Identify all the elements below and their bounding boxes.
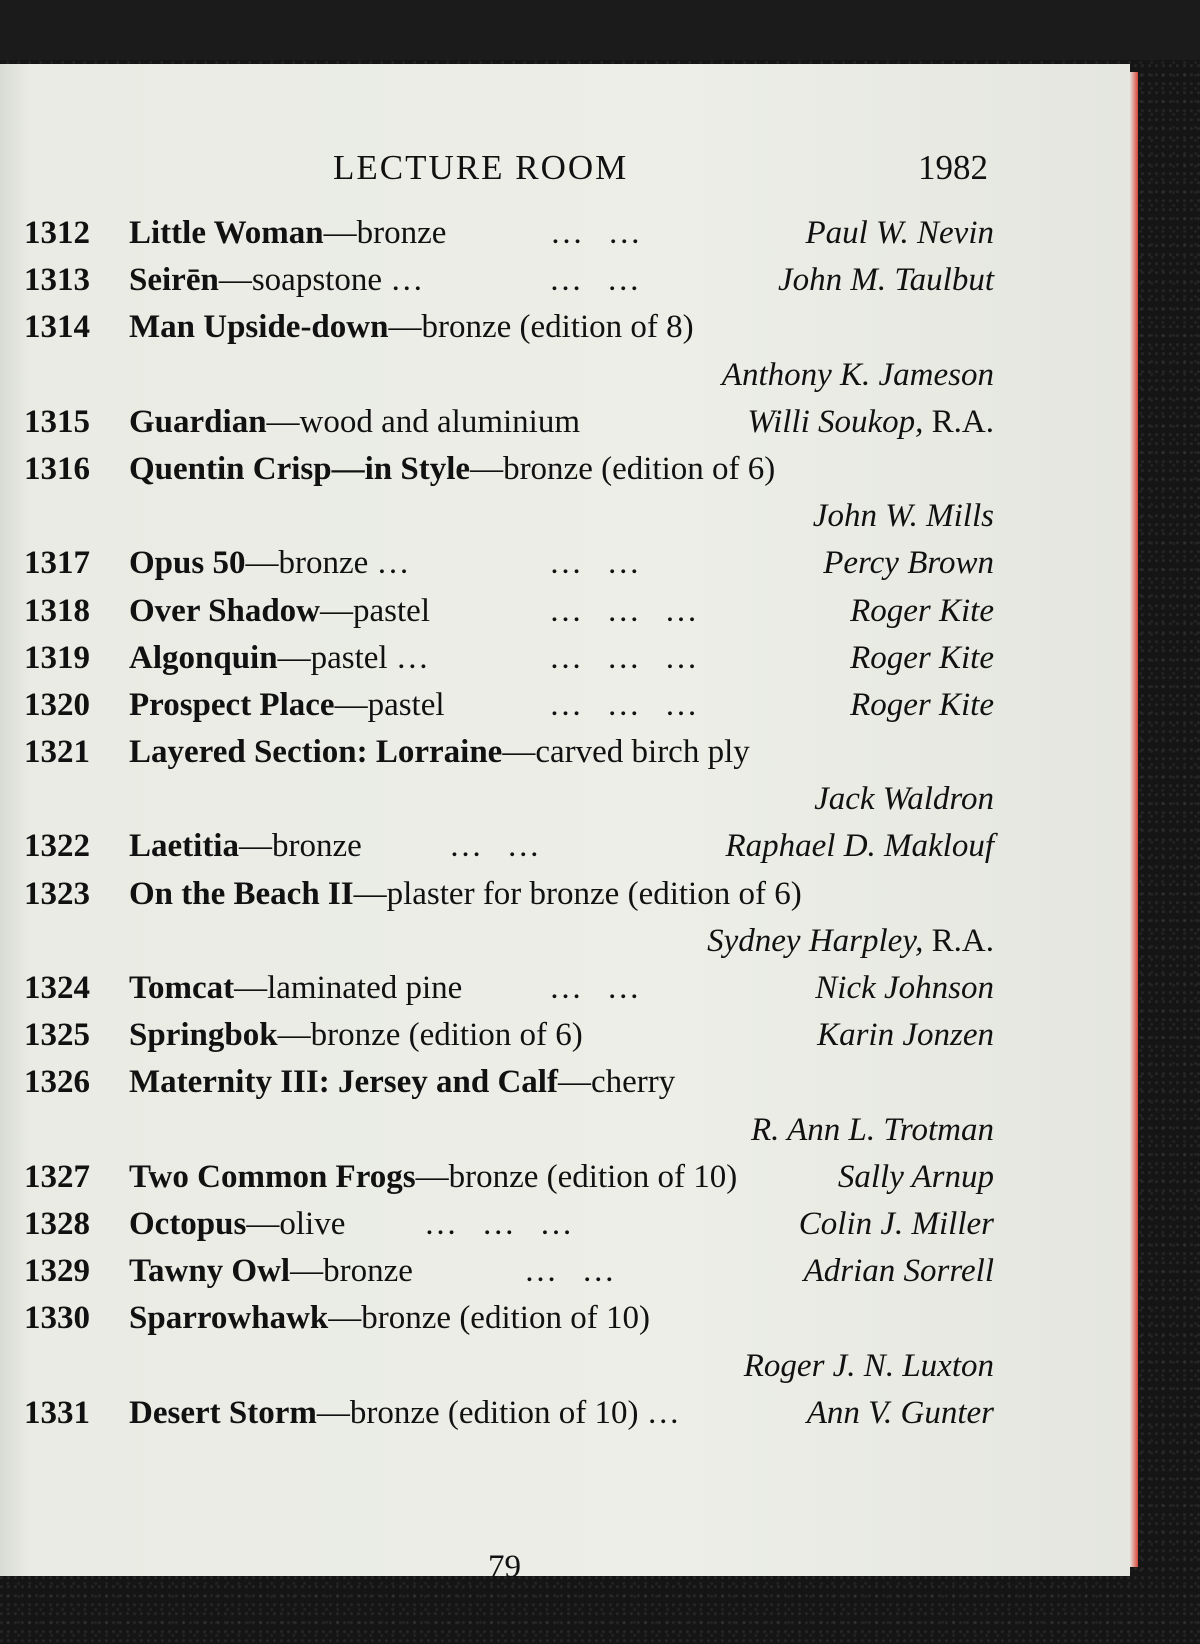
entry-description xyxy=(129,304,694,351)
work-title: Seirēn xyxy=(129,262,219,299)
entry-number: 1316 xyxy=(24,450,90,487)
work-title: Quentin Crisp—in Style xyxy=(129,450,471,487)
work-medium: —carved birch ply xyxy=(502,734,750,771)
work-title: Sparrowhawk xyxy=(129,1300,329,1337)
artist-name xyxy=(813,493,994,540)
entry-description xyxy=(129,1059,675,1106)
work-medium: —pastel xyxy=(334,686,445,723)
entry-row xyxy=(24,210,994,257)
leader-dots: … … xyxy=(549,970,640,1006)
artist-name-text: Willi Soukop, xyxy=(747,403,924,440)
artist-name-text: Adrian Sorrell xyxy=(803,1253,994,1290)
entry-number: 1325 xyxy=(24,1017,90,1054)
entry-description xyxy=(129,257,423,304)
work-medium: —pastel … xyxy=(277,639,429,676)
work-medium: —bronze xyxy=(238,828,362,865)
entry-description xyxy=(129,1154,737,1201)
leader-dots: … … xyxy=(550,215,641,251)
entry-row-continuation xyxy=(24,776,994,823)
work-medium: —bronze xyxy=(323,215,447,251)
leader-dots: … … xyxy=(524,1253,615,1290)
work-medium: —pastel xyxy=(320,592,430,629)
entry-number: 1320 xyxy=(24,686,90,723)
work-title: Springbok xyxy=(129,1017,278,1054)
entry-number: 1327 xyxy=(24,1158,90,1195)
entry-row xyxy=(24,871,994,918)
artist-honour: R.A. xyxy=(923,922,994,959)
work-title: Two Common Frogs xyxy=(129,1158,416,1195)
work-title: Tomcat xyxy=(129,970,235,1006)
artist-name-text: Percy Brown xyxy=(823,545,994,582)
entry-description xyxy=(129,399,580,446)
entry-row-continuation xyxy=(24,1107,994,1154)
entry-row xyxy=(24,1248,994,1295)
artist-name-text: Paul W. Nevin xyxy=(805,215,994,251)
catalogue-page xyxy=(0,64,1130,1585)
entry-list xyxy=(24,210,994,1437)
entry-description xyxy=(129,1295,650,1342)
entry-description xyxy=(129,210,446,257)
entry-number: 1322 xyxy=(24,828,90,865)
artist-name xyxy=(850,588,994,635)
year-label: 1982 xyxy=(918,148,988,187)
entry-description xyxy=(129,540,410,587)
entry-row-continuation xyxy=(24,1343,994,1390)
artist-name xyxy=(751,1107,994,1154)
artist-name xyxy=(804,1248,994,1295)
leader-dots: … … xyxy=(549,545,640,582)
entry-number: 1321 xyxy=(24,734,90,771)
work-medium: —bronze xyxy=(290,1253,413,1290)
leader-dots: … … … xyxy=(424,1205,573,1242)
entry-number: 1314 xyxy=(24,309,90,346)
work-title: Layered Section: Lorraine xyxy=(129,734,503,771)
entry-number: 1329 xyxy=(24,1253,90,1290)
entry-number: 1317 xyxy=(24,545,90,582)
artist-name-text: Anthony K. Jameson xyxy=(721,356,994,393)
work-title: Prospect Place xyxy=(129,686,335,723)
work-medium: —bronze (edition of 10) xyxy=(415,1158,738,1195)
artist-name-text: Roger Kite xyxy=(850,592,994,629)
artist-name xyxy=(815,965,994,1012)
work-title: On the Beach II xyxy=(129,875,354,912)
work-medium: —bronze … xyxy=(245,545,410,582)
entry-number: 1330 xyxy=(24,1300,90,1337)
artist-name xyxy=(747,399,994,446)
entry-row xyxy=(24,540,994,587)
entry-description xyxy=(129,635,429,682)
entry-row xyxy=(24,1295,994,1342)
entry-row-continuation xyxy=(24,493,994,540)
page-edge xyxy=(1130,72,1138,1567)
artist-name xyxy=(725,823,994,870)
entry-description xyxy=(129,682,445,729)
entry-number: 1326 xyxy=(24,1064,90,1101)
artist-name-text: Roger Kite xyxy=(850,686,994,723)
entry-row xyxy=(24,399,994,446)
entry-description xyxy=(129,1390,680,1437)
artist-name-text: Sally Arnup xyxy=(837,1158,994,1195)
leader-dots: … … … xyxy=(549,639,698,676)
work-medium: —soapstone … xyxy=(218,262,424,299)
work-medium: —laminated pine xyxy=(234,970,463,1006)
entry-number: 1331 xyxy=(24,1394,90,1431)
artist-name xyxy=(850,682,994,729)
artist-honour: R.A. xyxy=(923,403,994,440)
artist-name-text: Jack Waldron xyxy=(814,781,994,818)
entry-description xyxy=(129,1012,583,1059)
entry-row xyxy=(24,1059,994,1106)
artist-name-text: John M. Taulbut xyxy=(777,262,994,299)
work-title: Algonquin xyxy=(129,639,278,676)
entry-number: 1315 xyxy=(24,403,90,440)
work-title: Desert Storm xyxy=(129,1394,317,1431)
entry-row xyxy=(24,1390,994,1437)
artist-name-text: Ann V. Gunter xyxy=(806,1394,994,1431)
artist-name-text: Sydney Harpley, xyxy=(707,922,924,959)
work-medium: —bronze (edition of 8) xyxy=(388,309,694,346)
background-strip xyxy=(0,0,1200,60)
entry-description xyxy=(129,965,462,1012)
artist-name xyxy=(823,540,994,587)
entry-description xyxy=(129,588,430,635)
entry-row xyxy=(24,446,994,493)
artist-name xyxy=(707,918,994,965)
artist-name-text: Raphael D. Maklouf xyxy=(725,828,994,865)
artist-name-text: Karin Jonzen xyxy=(817,1017,994,1054)
artist-name xyxy=(817,1012,994,1059)
work-medium: —cherry xyxy=(557,1064,676,1101)
entry-number: 1312 xyxy=(24,215,90,251)
work-title: Little Woman xyxy=(129,215,324,251)
artist-name-text: John W. Mills xyxy=(812,498,994,535)
entry-row xyxy=(24,304,994,351)
entry-number: 1319 xyxy=(24,639,90,676)
leader-dots: … … xyxy=(549,262,640,299)
artist-name xyxy=(814,776,994,823)
entry-row xyxy=(24,588,994,635)
leader-dots: … … xyxy=(449,828,540,865)
entry-row xyxy=(24,257,994,304)
work-title: Over Shadow xyxy=(129,592,321,629)
entry-description xyxy=(129,823,362,870)
entry-description xyxy=(129,1248,413,1295)
entry-number: 1313 xyxy=(24,262,90,299)
entry-row xyxy=(24,823,994,870)
entry-row xyxy=(24,682,994,729)
work-medium: —wood and aluminium xyxy=(266,403,581,440)
entry-row-continuation xyxy=(24,918,994,965)
work-medium: —olive xyxy=(246,1205,346,1242)
work-medium: —bronze (edition of 10) … xyxy=(316,1394,680,1431)
entry-row xyxy=(24,965,994,1012)
artist-name-text: Colin J. Miller xyxy=(798,1205,994,1242)
work-medium: —bronze (edition of 6) xyxy=(470,450,776,487)
leader-dots: … … … xyxy=(549,592,698,629)
entry-number: 1318 xyxy=(24,592,90,629)
leader-dots: … … … xyxy=(549,686,698,723)
entry-description xyxy=(129,446,775,493)
work-title: Octopus xyxy=(129,1205,247,1242)
artist-name-text: Nick Johnson xyxy=(815,970,994,1006)
work-medium: —bronze (edition of 10) xyxy=(328,1300,650,1337)
page-number: 79 xyxy=(488,1549,521,1585)
entry-number: 1323 xyxy=(24,875,90,912)
entry-description xyxy=(129,1201,345,1248)
artist-name-text: Roger J. N. Luxton xyxy=(743,1347,994,1384)
entry-number: 1328 xyxy=(24,1205,90,1242)
work-title: Guardian xyxy=(129,403,267,440)
work-medium: —plaster for bronze (edition of 6) xyxy=(353,875,802,912)
entry-row xyxy=(24,729,994,776)
entry-row xyxy=(24,1012,994,1059)
artist-name xyxy=(805,210,994,257)
artist-name xyxy=(778,257,994,304)
work-title: Man Upside-down xyxy=(129,309,389,346)
work-title: Tawny Owl xyxy=(129,1253,291,1290)
section-title: LECTURE ROOM xyxy=(333,148,629,187)
entry-row xyxy=(24,1154,994,1201)
entry-row-continuation xyxy=(24,352,994,399)
artist-name xyxy=(799,1201,994,1248)
entry-description xyxy=(129,871,802,918)
entry-row xyxy=(24,635,994,682)
entry-number: 1324 xyxy=(24,970,90,1006)
running-head xyxy=(0,148,1130,188)
work-title: Opus 50 xyxy=(129,545,246,582)
artist-name-text: Roger Kite xyxy=(850,639,994,676)
work-title: Maternity III: Jersey and Calf xyxy=(129,1064,558,1101)
artist-name xyxy=(744,1343,994,1390)
entry-description xyxy=(129,729,750,776)
artist-name xyxy=(807,1390,994,1437)
artist-name xyxy=(722,352,994,399)
artist-name xyxy=(838,1154,994,1201)
work-medium: —bronze (edition of 6) xyxy=(277,1017,583,1054)
entry-row xyxy=(24,1201,994,1248)
artist-name-text: R. Ann L. Trotman xyxy=(751,1111,994,1148)
artist-name xyxy=(850,635,994,682)
work-title: Laetitia xyxy=(129,828,239,865)
